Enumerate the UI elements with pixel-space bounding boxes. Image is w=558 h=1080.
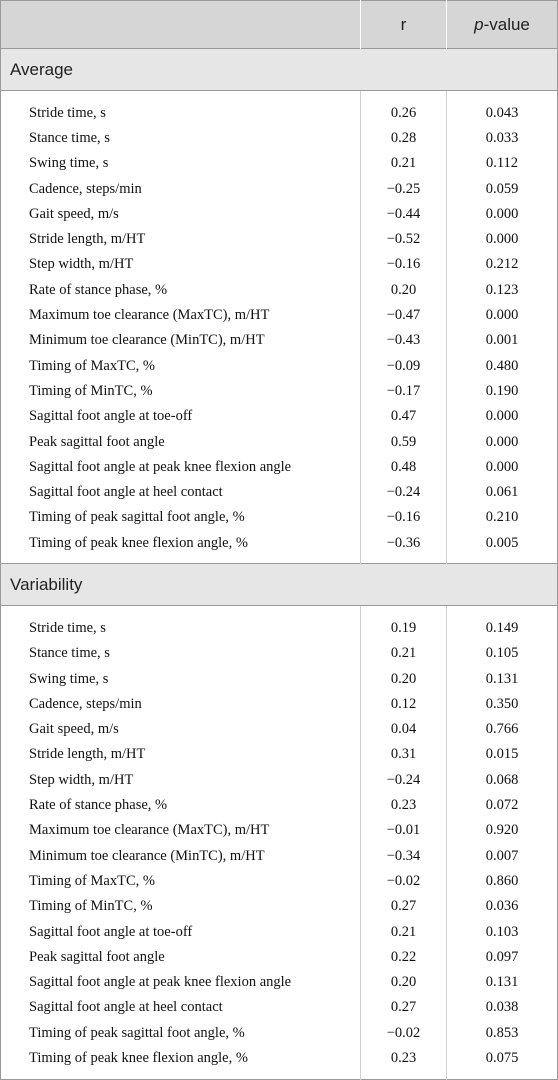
p-value: 0.860: [447, 869, 558, 894]
r-value: −0.52: [361, 227, 447, 252]
r-value: 0.27: [361, 995, 447, 1020]
p-value: 0.105: [447, 641, 558, 666]
r-value: 0.21: [361, 641, 447, 666]
p-value: 0.001: [447, 328, 558, 353]
p-value: 0.131: [447, 970, 558, 995]
table-row: [1, 666, 558, 691]
p-value: 0.000: [447, 227, 558, 252]
table-row: [1, 404, 558, 429]
r-value: −0.25: [361, 176, 447, 201]
section-header-row: [1, 49, 558, 91]
table-row: [1, 742, 558, 767]
row-label: Step width, m/HT: [29, 771, 134, 788]
table-row: [1, 970, 558, 995]
table-body: [1, 49, 558, 1080]
header-p-italic: p: [474, 14, 484, 34]
table-row: [1, 1021, 558, 1046]
p-value: 0.112: [447, 151, 558, 176]
r-value: 0.26: [361, 101, 447, 126]
p-value: 0.000: [447, 404, 558, 429]
row-label: Peak sagittal foot angle: [29, 948, 165, 965]
r-value: −0.43: [361, 328, 447, 353]
r-value: 0.23: [361, 793, 447, 818]
row-label: Sagittal foot angle at heel contact: [29, 484, 223, 501]
r-value: 0.23: [361, 1046, 447, 1071]
p-value: 0.103: [447, 919, 558, 944]
spacer-row: [1, 91, 558, 101]
p-value: 0.036: [447, 894, 558, 919]
p-value: 0.097: [447, 945, 558, 970]
table-row: [1, 101, 558, 126]
row-label: Stance time, s: [29, 129, 110, 146]
row-label: Rate of stance phase, %: [29, 281, 168, 298]
row-label: Stride length, m/HT: [29, 746, 146, 763]
table-row: [1, 429, 558, 454]
row-label: Stride time, s: [29, 619, 106, 636]
r-value: 0.20: [361, 970, 447, 995]
p-value: 0.350: [447, 692, 558, 717]
table-row: [1, 869, 558, 894]
r-value: −0.17: [361, 379, 447, 404]
row-label: Stride length, m/HT: [29, 231, 146, 248]
p-value: 0.000: [447, 202, 558, 227]
row-label: Swing time, s: [29, 155, 109, 172]
r-value: −0.16: [361, 505, 447, 530]
table-row: [1, 616, 558, 641]
p-value: 0.000: [447, 429, 558, 454]
p-value: 0.480: [447, 353, 558, 378]
spacer-row: [1, 556, 558, 564]
row-label: Timing of peak knee flexion angle, %: [29, 1050, 248, 1067]
table-row: [1, 151, 558, 176]
r-value: 0.31: [361, 742, 447, 767]
p-value: 0.000: [447, 455, 558, 480]
table-row: [1, 303, 558, 328]
row-label: Sagittal foot angle at peak knee flexion angle: [29, 458, 292, 475]
p-value: 0.068: [447, 768, 558, 793]
p-value: 0.210: [447, 505, 558, 530]
p-value: 0.212: [447, 252, 558, 277]
header-p-suffix: -value: [483, 14, 530, 34]
r-value: 0.28: [361, 126, 447, 151]
row-label: Timing of peak knee flexion angle, %: [29, 534, 248, 551]
r-value: −0.44: [361, 202, 447, 227]
r-value: −0.16: [361, 252, 447, 277]
r-value: 0.59: [361, 429, 447, 454]
section-header-row: [1, 564, 558, 606]
r-value: 0.48: [361, 455, 447, 480]
table-row: [1, 227, 558, 252]
row-label: Timing of MaxTC, %: [29, 357, 155, 374]
p-value: 0.059: [447, 176, 558, 201]
row-label: Timing of MinTC, %: [29, 898, 153, 915]
table-row: [1, 1046, 558, 1071]
row-label: Timing of peak sagittal foot angle, %: [29, 509, 245, 526]
r-value: 0.27: [361, 894, 447, 919]
row-label: Rate of stance phase, %: [29, 797, 168, 814]
row-label: Sagittal foot angle at heel contact: [29, 999, 223, 1016]
table-row: [1, 995, 558, 1020]
r-value: −0.36: [361, 531, 447, 556]
row-label: Peak sagittal foot angle: [29, 433, 165, 450]
table-row: [1, 176, 558, 201]
row-label: Timing of peak sagittal foot angle, %: [29, 1024, 245, 1041]
table-row: [1, 480, 558, 505]
row-label: Cadence, steps/min: [29, 695, 142, 712]
p-value: 0.015: [447, 742, 558, 767]
r-value: −0.01: [361, 818, 447, 843]
table-row: [1, 531, 558, 556]
p-value: 0.007: [447, 844, 558, 869]
table-row: [1, 252, 558, 277]
p-value: 0.061: [447, 480, 558, 505]
row-label: Cadence, steps/min: [29, 180, 142, 197]
row-label: Sagittal foot angle at toe-off: [29, 408, 193, 425]
p-value: 0.766: [447, 717, 558, 742]
header-r-column: r: [361, 1, 447, 49]
table-row: [1, 278, 558, 303]
row-label: Timing of MinTC, %: [29, 382, 153, 399]
table-row: [1, 768, 558, 793]
row-label: Timing of MaxTC, %: [29, 872, 155, 889]
row-label: Sagittal foot angle at peak knee flexion angle: [29, 974, 292, 991]
p-value: 0.000: [447, 303, 558, 328]
r-value: 0.22: [361, 945, 447, 970]
p-value: 0.005: [447, 531, 558, 556]
section-title: Variability: [1, 564, 558, 606]
p-value: 0.075: [447, 1046, 558, 1071]
r-value: 0.47: [361, 404, 447, 429]
row-label: Sagittal foot angle at toe-off: [29, 923, 193, 940]
table-header-row: [1, 1, 558, 49]
p-value: 0.123: [447, 278, 558, 303]
r-value: −0.02: [361, 869, 447, 894]
p-value: 0.853: [447, 1021, 558, 1046]
table-row: [1, 894, 558, 919]
p-value: 0.149: [447, 616, 558, 641]
p-value: 0.190: [447, 379, 558, 404]
table-row: [1, 692, 558, 717]
table-row: [1, 202, 558, 227]
p-value: 0.072: [447, 793, 558, 818]
table-row: [1, 844, 558, 869]
row-label: Maximum toe clearance (MaxTC), m/HT: [29, 822, 270, 839]
r-value: 0.20: [361, 666, 447, 691]
row-label: Maximum toe clearance (MaxTC), m/HT: [29, 307, 270, 324]
p-value: 0.131: [447, 666, 558, 691]
row-label: Step width, m/HT: [29, 256, 134, 273]
table-row: [1, 379, 558, 404]
table-row: [1, 455, 558, 480]
table-row: [1, 919, 558, 944]
table-row: [1, 328, 558, 353]
table-row: [1, 818, 558, 843]
header-p-value-column: [447, 1, 558, 49]
r-value: −0.24: [361, 768, 447, 793]
row-label: Gait speed, m/s: [29, 721, 119, 738]
spacer-row: [1, 1071, 558, 1079]
table-row: [1, 505, 558, 530]
table-row: [1, 945, 558, 970]
spacer-row: [1, 606, 558, 616]
table-row: [1, 353, 558, 378]
r-value: 0.19: [361, 616, 447, 641]
r-value: 0.20: [361, 278, 447, 303]
r-value: 0.21: [361, 919, 447, 944]
table-row: [1, 641, 558, 666]
row-label: Gait speed, m/s: [29, 205, 119, 222]
p-value: 0.043: [447, 101, 558, 126]
row-label: Minimum toe clearance (MinTC), m/HT: [29, 332, 265, 349]
r-value: −0.09: [361, 353, 447, 378]
r-value: 0.04: [361, 717, 447, 742]
header-label-column: [1, 1, 361, 49]
table-row: [1, 126, 558, 151]
r-value: 0.12: [361, 692, 447, 717]
r-value: −0.24: [361, 480, 447, 505]
r-value: 0.21: [361, 151, 447, 176]
r-value: −0.02: [361, 1021, 447, 1046]
row-label: Stride time, s: [29, 104, 106, 121]
row-label: Minimum toe clearance (MinTC), m/HT: [29, 847, 265, 864]
r-value: −0.47: [361, 303, 447, 328]
table-row: [1, 793, 558, 818]
p-value: 0.920: [447, 818, 558, 843]
p-value: 0.033: [447, 126, 558, 151]
section-title: Average: [1, 49, 558, 91]
row-label: Stance time, s: [29, 645, 110, 662]
row-label: Swing time, s: [29, 670, 109, 687]
r-value: −0.34: [361, 844, 447, 869]
table-row: [1, 717, 558, 742]
p-value: 0.038: [447, 995, 558, 1020]
